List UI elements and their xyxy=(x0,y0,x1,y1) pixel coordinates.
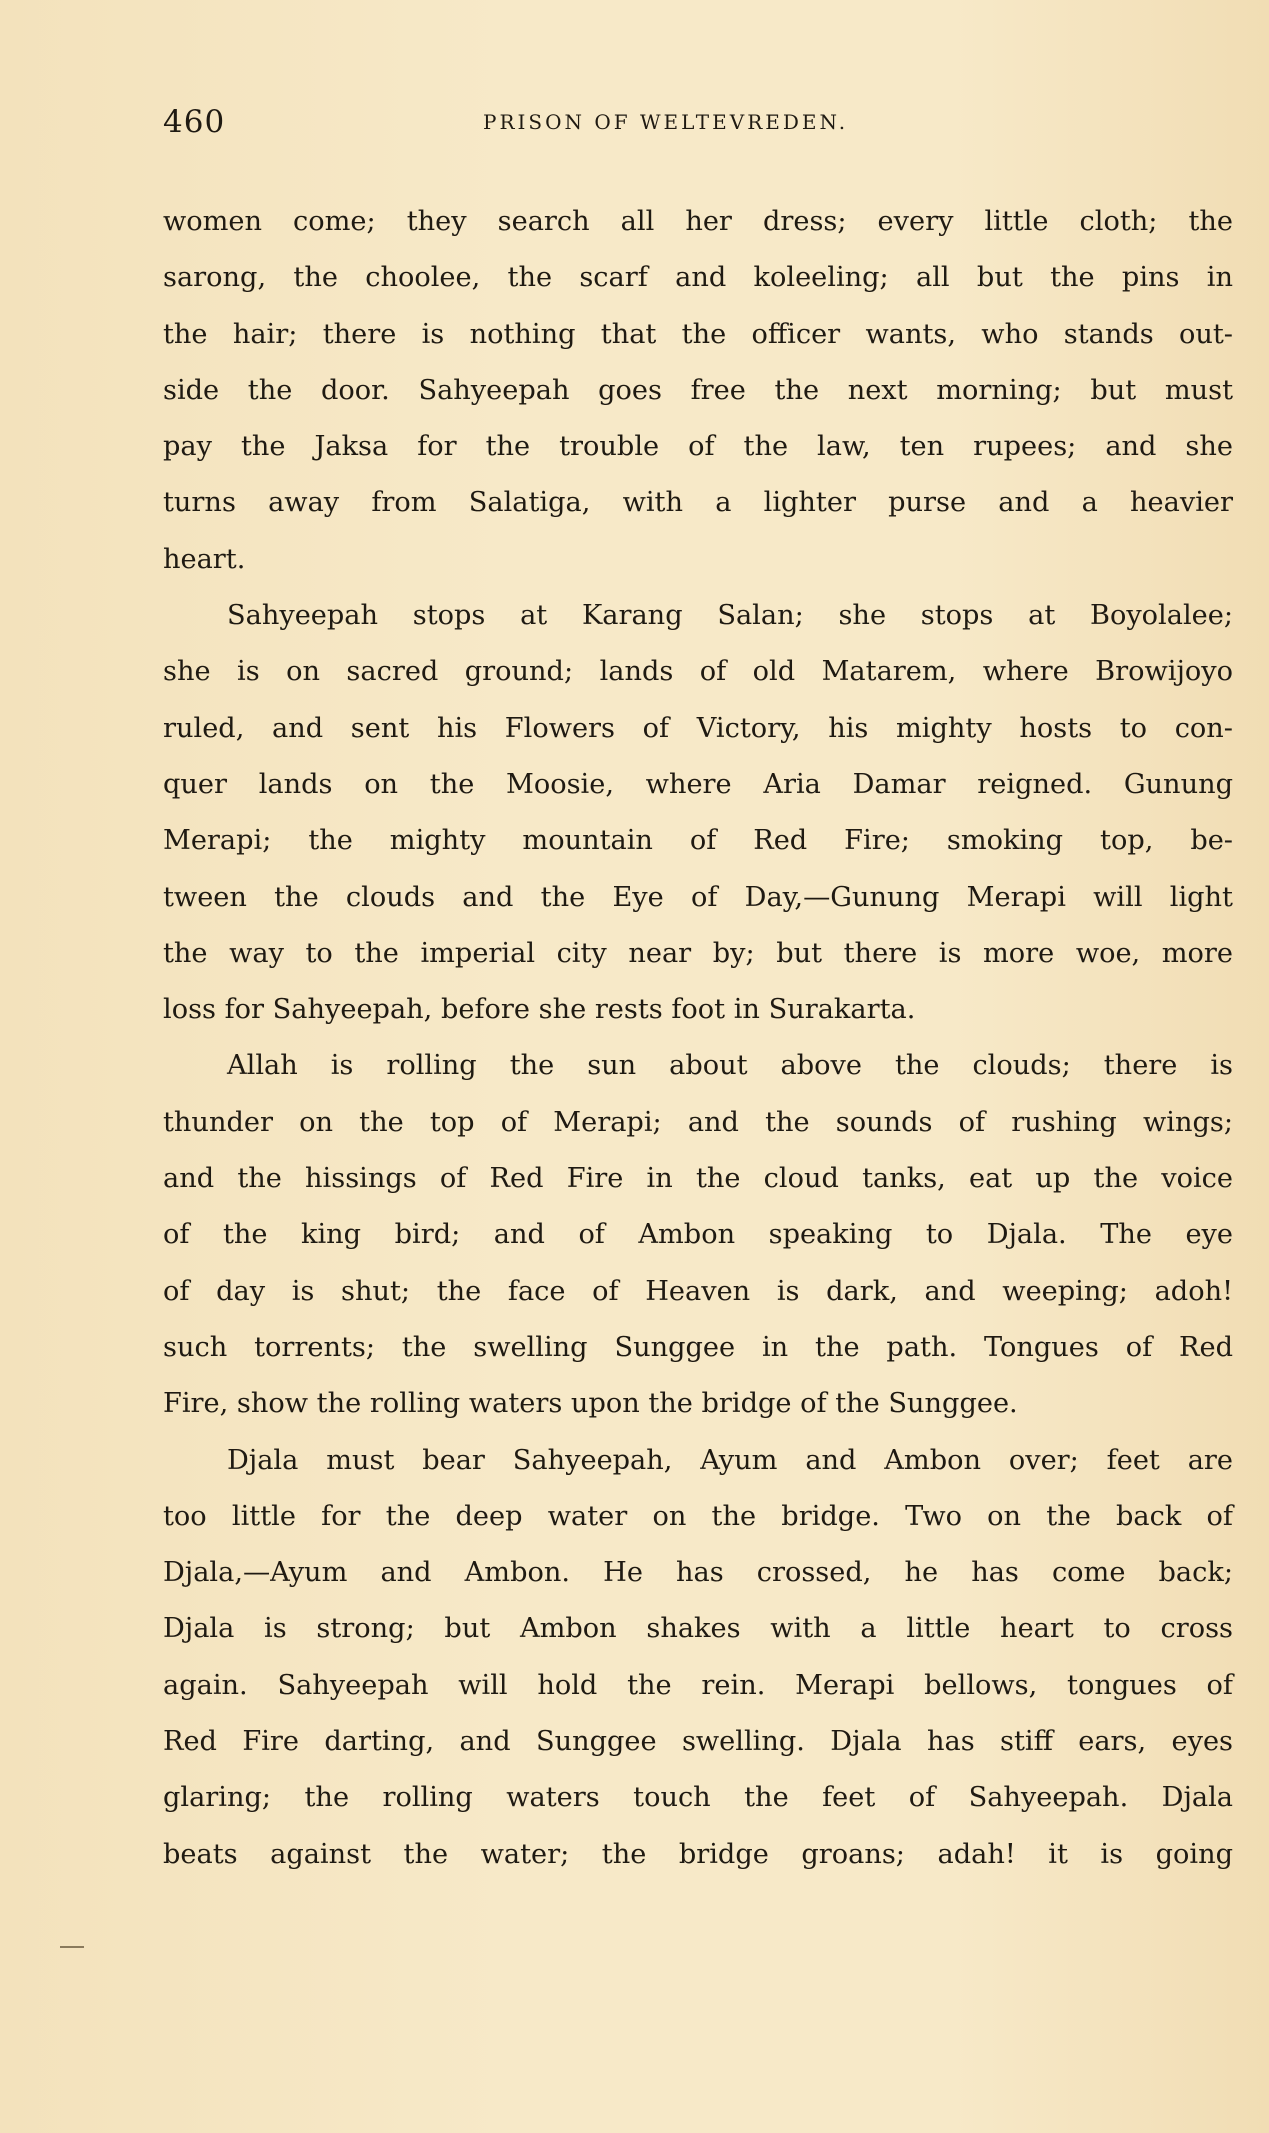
text-line: heart. xyxy=(163,543,246,575)
text-line: tween the clouds and the Eye of Day,—Gunung Merapi will light xyxy=(163,881,1233,913)
text-line: pay the Jaksa for the trouble of the law, ten rupees; and she xyxy=(163,431,1233,463)
text-line: and the hissings of Red Fire in the cloud tanks, eat up the voice xyxy=(163,1163,1233,1195)
body-text xyxy=(163,194,1233,1883)
text-line: the hair; there is nothing that the officer wants, who stands out- xyxy=(163,318,1233,350)
page-number: 460 xyxy=(163,104,226,140)
text-line: Fire, show the rolling waters upon the bridge of the Sunggee. xyxy=(163,1388,1018,1420)
text-line: too little for the deep water on the bridge. Two on the back of xyxy=(163,1500,1233,1532)
text-line: ruled, and sent his Flowers of Victory, his mighty hosts to con- xyxy=(163,712,1233,744)
text-line: the way to the imperial city near by; but there is more woe, more xyxy=(163,937,1233,969)
text-line: Merapi; the mighty mountain of Red Fire; smoking top, be- xyxy=(163,825,1233,857)
text-line: turns away from Salatiga, with a lighter purse and a heavier xyxy=(163,487,1233,519)
running-head: PRISON OF WELTEVREDEN. xyxy=(483,110,849,134)
text-line: Allah is rolling the sun about above the clouds; there is xyxy=(227,1050,1233,1082)
text-line: of the king bird; and of Ambon speaking to Djala. The eye xyxy=(163,1219,1233,1251)
text-line: Djala must bear Sahyeepah, Ayum and Ambon over; feet are xyxy=(227,1444,1233,1476)
text-line: thunder on the top of Merapi; and the sounds of rushing wings; xyxy=(163,1106,1233,1138)
text-line: Sahyeepah stops at Karang Salan; she stops at Boyolalee; xyxy=(227,600,1233,632)
page-header xyxy=(163,100,1233,150)
text-line: sarong, the choolee, the scarf and koleeling; all but the pins in xyxy=(163,262,1233,294)
text-line: of day is shut; the face of Heaven is dark, and weeping; adoh! xyxy=(163,1275,1233,1307)
text-line: such torrents; the swelling Sunggee in the path. Tongues of Red xyxy=(163,1331,1233,1363)
text-line: quer lands on the Moosie, where Aria Damar reigned. Gunung xyxy=(163,768,1233,800)
text-line: again. Sahyeepah will hold the rein. Merapi bellows, tongues of xyxy=(163,1669,1233,1701)
text-line: glaring; the rolling waters touch the feet of Sahyeepah. Djala xyxy=(163,1782,1233,1814)
text-line: loss for Sahyeepah, before she rests foot in Surakarta. xyxy=(163,994,916,1026)
text-line: she is on sacred ground; lands of old Matarem, where Browijoyo xyxy=(163,656,1233,688)
text-line: women come; they search all her dress; every little cloth; the xyxy=(163,206,1233,237)
text-line: beats against the water; the bridge groans; adah! it is going xyxy=(163,1838,1233,1870)
text-line: Djala is strong; but Ambon shakes with a little heart to cross xyxy=(163,1613,1233,1645)
text-line: Red Fire darting, and Sunggee swelling. Djala has stiff ears, eyes xyxy=(163,1726,1233,1758)
text-line: side the door. Sahyeepah goes free the next morning; but must xyxy=(163,374,1233,406)
margin-mark xyxy=(60,1946,84,1948)
text-line: Djala,—Ayum and Ambon. He has crossed, he has come back; xyxy=(163,1557,1233,1589)
